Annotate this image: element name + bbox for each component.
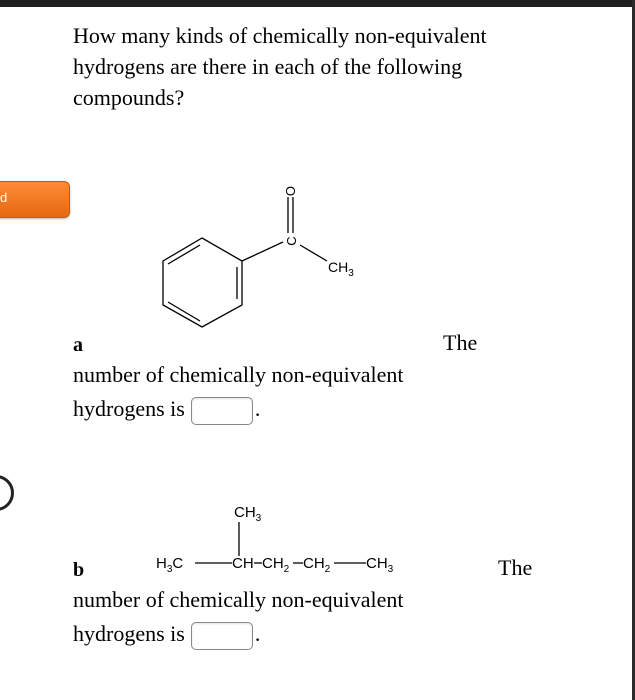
part-a-the: The: [443, 330, 478, 355]
methyl-group: $CH_3$: [328, 259, 354, 279]
part-a-label: a: [73, 334, 83, 356]
side-orange-button[interactable]: [0, 181, 70, 218]
ch-group: CH: [232, 555, 254, 572]
carbonyl-carbon: C: [284, 236, 299, 246]
left-methyl: $H_3C$: [156, 555, 184, 575]
bond-carbonyl-methyl: [300, 245, 327, 261]
structure-a: [150, 175, 380, 345]
part-b-answer-input[interactable]: [191, 622, 253, 650]
structure-b: [150, 492, 440, 582]
part-b-label: b: [73, 559, 85, 581]
part-b-sentence: [73, 583, 473, 651]
part-b-period: .: [254, 621, 261, 646]
side-circle-button[interactable]: [0, 475, 14, 511]
oxygen-atom: O: [283, 185, 298, 197]
top-methyl: $CH_3$: [234, 504, 262, 524]
benzene-ring: [163, 238, 242, 327]
end-methyl: $CH_3$: [366, 555, 394, 575]
part-a-answer-input[interactable]: [191, 397, 253, 425]
top-bar: [0, 0, 635, 7]
ch2-group-b: $CH_2$: [303, 555, 331, 575]
part-a-period: .: [254, 396, 261, 421]
part-b-the: The: [498, 555, 533, 580]
question-text: How many kinds of chemically non-equivalent hydrogens are there in each of the following compounds?: [73, 23, 487, 110]
part-b-sentence-text: number of chemically non-equivalent hydrogens is: [73, 587, 404, 646]
part-a-sentence: [73, 358, 473, 426]
side-orange-button-label: d: [0, 190, 8, 205]
ch2-group-a: $CH_2$: [262, 555, 290, 575]
bond-ring-carbonyl: [242, 242, 283, 261]
ring-double-bond-2: [168, 302, 200, 321]
part-a-sentence-text: number of chemically non-equivalent hydrogens is: [73, 362, 404, 421]
